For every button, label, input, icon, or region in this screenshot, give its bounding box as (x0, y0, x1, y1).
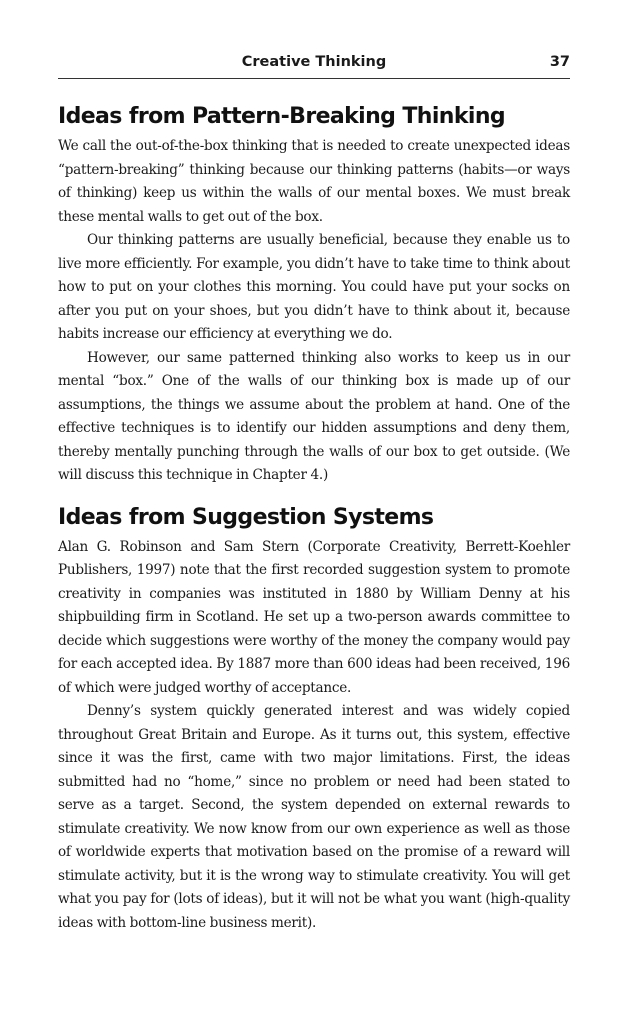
running-head (58, 54, 570, 76)
paragraph: Alan G. Robinson and Sam Stern (Corporate Creativity, Berrett-Koehler Publishers, 1997) note that the first recorded suggestion system to promote creativity in companies was instituted in 1880 by William Denny at his shipbuilding firm in Scotland. He set up a two-person awards committee to decide which suggestions were worthy of the money the company would pay for each accepted idea. By 1887 more than 600 ideas had been received, 196 of which were judged worthy of acceptance. (58, 538, 570, 696)
page-number: 37 (549, 54, 570, 70)
section-heading-suggestion-systems: Ideas from Suggestion Systems (58, 504, 434, 530)
paragraph: Denny’s system quickly generated interest and was widely copied throughout Great Britain and Europe. As it turns out, this system, effective since it was the first, came with two major limitations. First, the ideas submitted had no “home,” since no problem or need had been stated to serve as a target. Second, the system depended on external rewards to stimulate creativity. We now know from our own experience as well as those of worldwide experts that motivation based on the promise of a reward will stimulate activity, but it is the wrong way to stimulate creativity. You will get what you pay for (lots of ideas), but it will not be what you want (high-quality ideas with bottom-line business merit). (58, 703, 570, 931)
running-head-title: Creative Thinking (241, 54, 387, 70)
header-rule (58, 78, 570, 79)
section-heading-pattern-breaking: Ideas from Pattern-Breaking Thinking (58, 104, 506, 129)
page-body (58, 99, 570, 935)
paragraph: Our thinking patterns are usually beneficial, because they enable us to live more efficiently. For example, you didn’t have to take time to think about how to put on your clothes this morning. You could have put your socks on after you put on your shoes, but you didn’t have to think about it, because habits increase our efficiency at everything we do. (58, 232, 570, 342)
paragraph: We call the out-of-the-box thinking that is needed to create unexpected ideas “pattern-breaking” thinking because our thinking patterns (habits—or ways of thinking) keep us within the walls of our mental boxes. We must break these mental walls to get out of the box. (58, 138, 570, 225)
paragraph: However, our same patterned thinking also works to keep us in our mental “box.” One of the walls of our thinking box is made up of our assumptions, the things we assume about the problem at hand. One of the effective techniques is to identify our hidden assumptions and deny them, thereby mentally punching through the walls of our box to get outside. (We will discuss this technique in Chapter 4.) (58, 349, 570, 483)
